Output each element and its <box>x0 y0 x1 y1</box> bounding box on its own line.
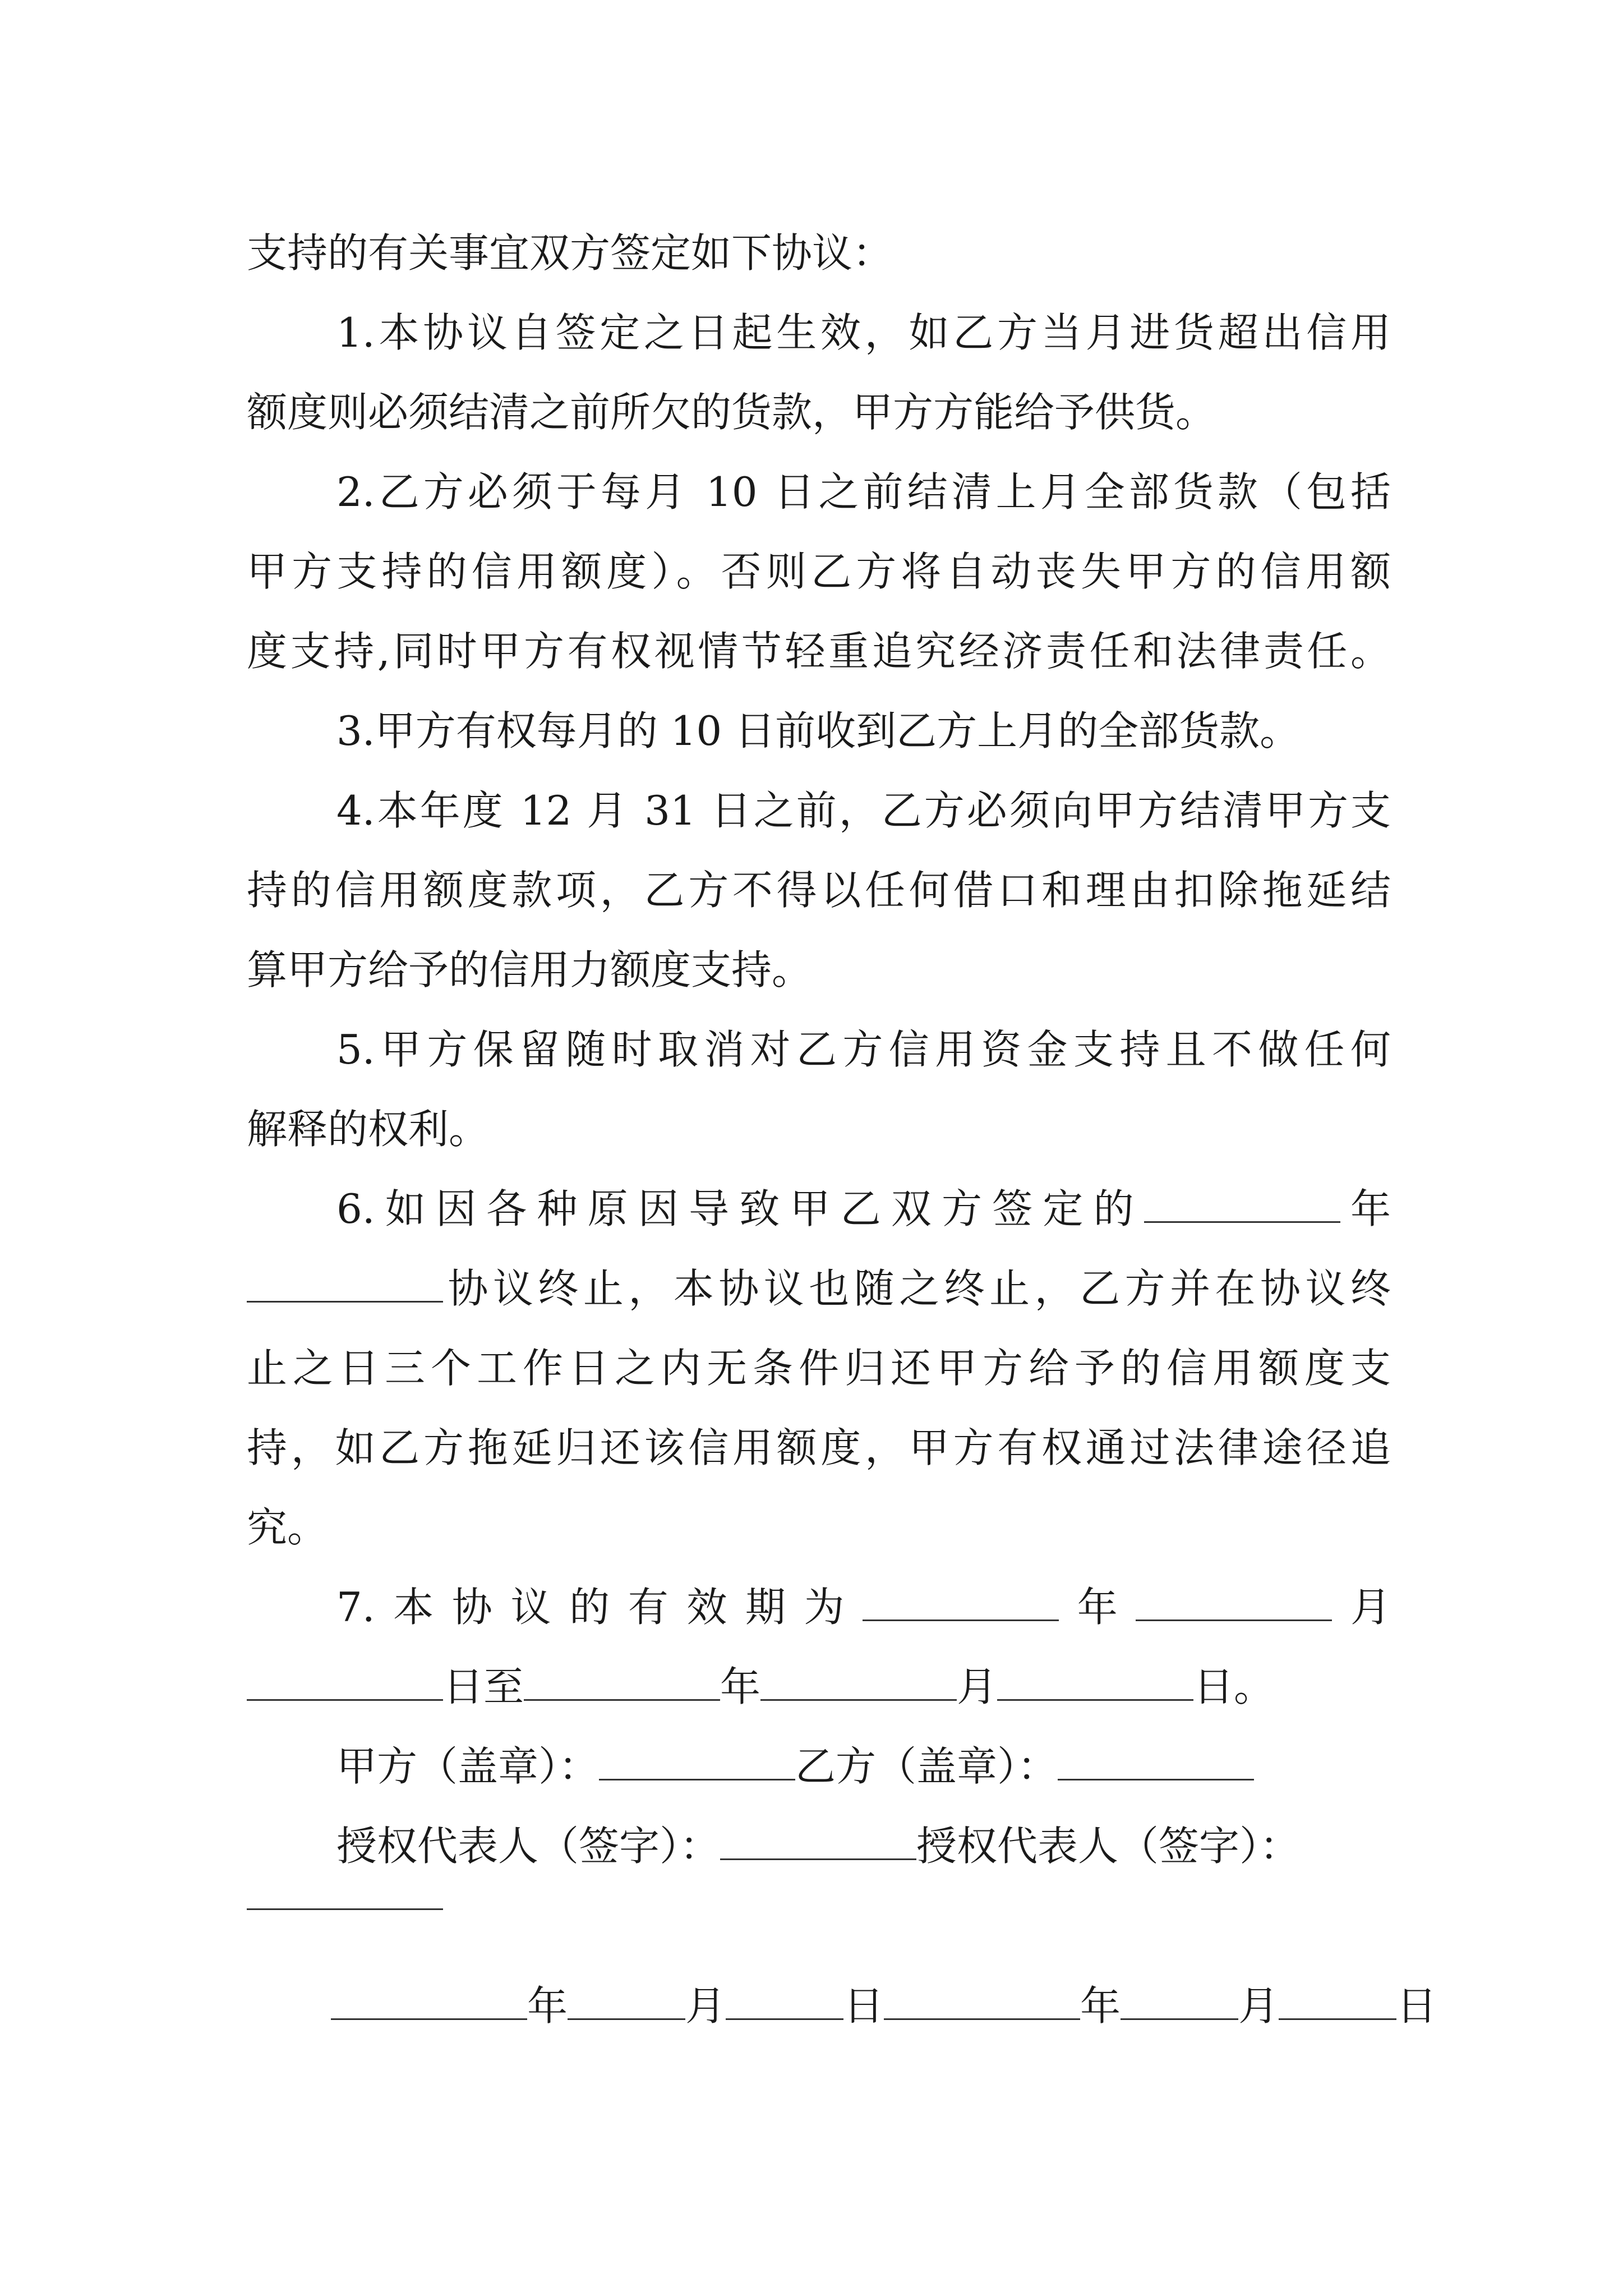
clause-6-text-1b: 年 <box>1340 1185 1391 1232</box>
clause-4-text-2: 持的信用额度款项，乙方不得以任何借口和理由扣除拖延结 <box>247 867 1391 914</box>
clause-1-line-2 <box>247 372 1391 452</box>
rep-a-field[interactable] <box>720 1825 916 1860</box>
representative-line <box>247 1806 1391 1886</box>
clause-1-line-1 <box>247 293 1391 372</box>
clause-4-text-1: 4.本年度 12 月 31 日之前，乙方必须向甲方结清甲方支 <box>336 787 1391 834</box>
blank-field[interactable] <box>247 1267 443 1303</box>
clause-6-text-1a: 6.如因各种原因导致甲乙双方签定的 <box>336 1185 1144 1232</box>
blank-field[interactable] <box>524 1665 720 1701</box>
clause-1-text-2: 额度则必须结清之前所欠的货款，甲方方能给予供货。 <box>247 389 1216 436</box>
clause-5-line-1 <box>247 1010 1391 1089</box>
clause-5-text-1: 5.甲方保留随时取消对乙方信用资金支持且不做任何 <box>336 1026 1391 1073</box>
clause-6-text-3: 止之日三个工作日之内无条件归还甲方给予的信用额度支 <box>247 1345 1391 1392</box>
blank-field[interactable] <box>1136 1586 1332 1621</box>
blank-field[interactable] <box>1144 1188 1340 1223</box>
party-a-seal-field[interactable] <box>599 1745 795 1780</box>
intro-line <box>247 213 1391 293</box>
clause-5-line-2 <box>247 1089 1391 1169</box>
clause-7-text-1b: 年 <box>1059 1584 1136 1631</box>
clause-2-line-1 <box>247 452 1391 532</box>
clause-2-text-2: 甲方支持的信用额度）。否则乙方将自动丧失甲方的信用额 <box>247 548 1391 595</box>
date-a-year-label: 年 <box>527 1982 568 2030</box>
blank-field[interactable] <box>863 1586 1059 1621</box>
clause-7-line-2 <box>247 1647 1391 1727</box>
date-b-year-label: 年 <box>1080 1982 1121 2030</box>
clause-2-text-1: 2.乙方必须于每月 10 日之前结清上月全部货款（包括 <box>336 468 1391 516</box>
clause-6-line-5 <box>247 1488 1391 1567</box>
rep-b-field[interactable] <box>247 1886 443 1910</box>
clause-4-line-2 <box>247 850 1391 930</box>
date-a-day-field[interactable] <box>726 1985 843 2020</box>
clause-6-text-5: 究。 <box>247 1504 328 1551</box>
clause-4-line-3 <box>247 930 1391 1010</box>
clause-7-text-1c: 月 <box>1332 1584 1391 1631</box>
date-a-day-label: 日 <box>843 1982 884 2030</box>
rep-a-label: 授权代表人（签字）： <box>336 1823 721 1870</box>
clause-6-text-4: 持，如乙方拖延归还该信用额度，甲方有权通过法律途径追 <box>247 1424 1391 1471</box>
clause-6-text-2: 协议终止，本协议也随之终止，乙方并在协议终 <box>443 1265 1391 1312</box>
clause-6-line-3 <box>247 1328 1391 1408</box>
clause-2-text-3: 度支持,同时甲方有权视情节轻重追究经济责任和法律责任。 <box>247 628 1391 675</box>
party-a-seal-label: 甲方（盖章）： <box>336 1743 600 1790</box>
date-a-year-field[interactable] <box>331 1985 527 2020</box>
clause-3-line-1 <box>247 691 1391 771</box>
clause-7-line-1 <box>247 1567 1391 1647</box>
intro-text: 支持的有关事宜双方签定如下协议： <box>247 229 893 277</box>
clause-7-text-2b: 年 <box>720 1663 761 1710</box>
clause-6-line-4 <box>247 1408 1391 1488</box>
clause-6-line-1 <box>247 1169 1391 1249</box>
document-page <box>247 213 1437 2046</box>
date-a-month-label: 月 <box>685 1982 726 2030</box>
blank-field[interactable] <box>760 1665 957 1701</box>
clause-3-text-1: 3.甲方有权每月的 10 日前收到乙方上月的全部货款。 <box>336 707 1301 754</box>
date-b-day-label: 日 <box>1396 1982 1437 2030</box>
rep-b-label: 授权代表人（签字）： <box>916 1823 1301 1870</box>
clause-1-text-1: 1.本协议自签定之日起生效，如乙方当月进货超出信用 <box>336 309 1391 356</box>
clause-5-text-2: 解释的权利。 <box>247 1106 490 1153</box>
blank-field[interactable] <box>997 1665 1193 1701</box>
date-b-day-field[interactable] <box>1279 1985 1396 2020</box>
clause-2-line-3 <box>247 611 1391 691</box>
seal-line <box>247 1727 1391 1806</box>
blank-field[interactable] <box>247 1665 443 1701</box>
clause-7-text-2d: 日。 <box>1193 1663 1275 1710</box>
clause-7-text-2c: 月 <box>957 1663 998 1710</box>
clause-7-text-2a: 日至 <box>443 1663 524 1710</box>
date-b-month-label: 月 <box>1238 1982 1279 2030</box>
clause-2-line-2 <box>247 532 1391 611</box>
party-b-seal-label: 乙方（盖章）： <box>795 1743 1058 1790</box>
party-b-seal-field[interactable] <box>1058 1745 1254 1780</box>
clause-7-text-1a: 7.本协议的有效期为 <box>336 1584 863 1631</box>
date-line <box>247 1966 1437 2046</box>
date-b-year-field[interactable] <box>884 1985 1080 2020</box>
date-a-month-field[interactable] <box>568 1985 685 2020</box>
clause-4-line-1 <box>247 771 1391 850</box>
clause-4-text-3: 算甲方给予的信用力额度支持。 <box>247 946 813 993</box>
date-b-month-field[interactable] <box>1121 1985 1238 2020</box>
clause-6-line-2 <box>247 1249 1391 1328</box>
